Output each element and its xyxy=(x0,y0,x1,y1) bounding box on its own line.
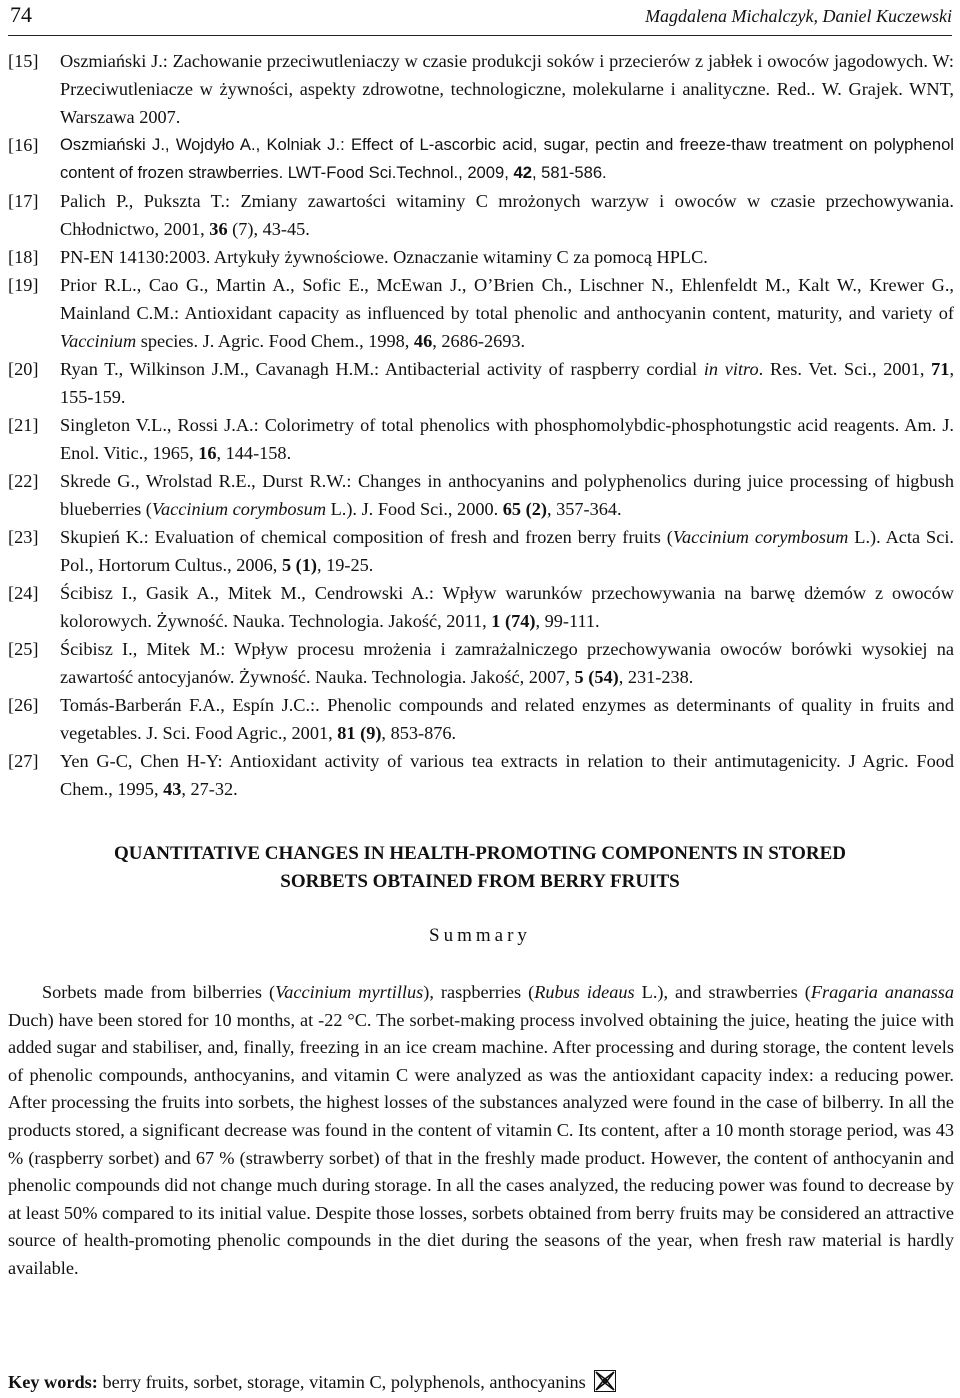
text-run: , 27-32. xyxy=(181,779,238,799)
reference-text xyxy=(60,579,954,635)
reference-number: [27] xyxy=(8,751,39,771)
text-run: L.). Acta Sci. Pol., Hortorum Cultus., 2006, xyxy=(60,527,954,575)
text-run: Tomás-Barberán F.A., Espín J.C.:. Phenolic compounds and related enzymes as determinants of quality in fruits and vegetables. J. Sci. Food Agric., 2001, xyxy=(60,695,954,743)
header-rule xyxy=(8,35,952,36)
text-run: Vaccinium corymbosum xyxy=(672,527,849,547)
text-run: , 357-364. xyxy=(546,499,622,519)
text-run: PN-EN 14130:2003. Artykuły żywnościowe. Oznaczanie witaminy C za pomocą HPLC. xyxy=(60,247,708,267)
text-run: Ryan T., Wilkinson J.M., Cavanagh H.M.: Antibacterial activity of raspberry cordial xyxy=(60,359,704,379)
text-run: , 581-586. xyxy=(531,163,607,182)
text-run: 81 (9) xyxy=(337,723,382,743)
reference-item xyxy=(8,411,954,467)
journal-logo-icon xyxy=(594,1370,616,1392)
reference-item xyxy=(8,523,954,579)
reference-item xyxy=(8,747,954,803)
text-run: Vaccinium myrtillus xyxy=(275,982,424,1002)
reference-number: [24] xyxy=(8,583,39,603)
text-run: ), raspberries ( xyxy=(423,982,535,1002)
text-run: 43 xyxy=(163,779,182,799)
text-run: Oszmiański J., Wojdyło A., Kolniak J.: Effect of L-ascorbic acid, sugar, pectin and freeze-thaw treatment on polyphenol content of frozen strawberries. LWT-Food Sci.Technol., 2009, xyxy=(60,135,954,182)
reference-text xyxy=(60,131,954,187)
text-run: Vaccinium xyxy=(60,331,137,351)
reference-number: [18] xyxy=(8,247,39,267)
text-run: species. J. Agric. Food Chem., 1998, xyxy=(136,331,414,351)
text-run: Palich P., Pukszta T.: Zmiany zawartości witaminy C mrożonych warzyw i owoców w czasie przechowywania. Chłodnictwo, 2001, xyxy=(60,191,954,239)
english-title-line-2: SORBETS OBTAINED FROM BERRY FRUITS xyxy=(280,871,680,892)
reference-number: [21] xyxy=(8,415,39,435)
keywords-label: Key words: xyxy=(8,1372,98,1392)
text-run: Skrede G., Wrolstad R.E., Durst R.W.: Changes in anthocyanins and polyphenolics during juice processing of higbush blueberries ( xyxy=(60,471,954,519)
text-run: Ścibisz I., Gasik A., Mitek M., Cendrowski A.: Wpływ warunków przechowywania na barwę dżemów z owoców kolorowych. Żywność. Nauka. Technologia. Jakość, 2011, xyxy=(60,583,954,631)
text-run: 1 (74) xyxy=(491,611,536,631)
reference-text xyxy=(60,467,954,523)
summary-heading: Summary xyxy=(429,925,531,946)
text-run: 71 xyxy=(931,359,950,379)
running-head-authors: Magdalena Michalczyk, Daniel Kuczewski xyxy=(645,6,952,26)
reference-text xyxy=(60,355,954,411)
reference-text xyxy=(60,271,954,355)
page-number: 74 xyxy=(10,2,32,27)
reference-text xyxy=(60,747,954,803)
english-title xyxy=(8,840,952,896)
text-run: 16 xyxy=(198,443,217,463)
text-run: (7), 43-45. xyxy=(227,219,310,239)
text-run: Duch) have been stored for 10 months, at -22 °C. The sorbet-making process involved obtaining the juice, heating the juice with added sugar and stabiliser, and, finally, freezing in an ice cream machine. After processing and during storage, the content levels of phenolic compounds, anthocyanins, and vitamin C were analyzed as was the antioxidant capacity index: a reducing power. After processing the fruits into sorbets, the highest losses of the substances analyzed were found in the case of bilberry. In all the products stored, a significant decrease was found in the content of vitamin C. Its content, after a 10 month storage period, was 43 % (raspberry sorbet) and 67 % (strawberry sorbet) of that in the freshly made product. However, the content of anthocyanin and phenolic compounds did not change much during storage. In all the cases analyzed, the reducing power was found to decrease by at least 50% compared to its initial value. Despite those losses, sorbets obtained from berry fruits may be considered an attractive source of health-promoting phenolic compounds in the diet during the seasons of the year, when fresh raw material is hardly available. xyxy=(8,1009,954,1278)
text-run: . Res. Vet. Sci., 2001, xyxy=(758,359,932,379)
reference-number: [19] xyxy=(8,275,39,295)
text-run: Rubus ideaus xyxy=(534,982,635,1002)
reference-item xyxy=(8,187,954,243)
text-run: Yen G-C, Chen H-Y: Antioxidant activity of various tea extracts in relation to their antimutagenicity. J Agric. Food Chem., 1995, xyxy=(60,751,954,799)
reference-item xyxy=(8,243,954,271)
summary-paragraph xyxy=(8,979,954,1283)
text-run: in vitro xyxy=(703,359,759,379)
text-run: L.). J. Food Sci., 2000. xyxy=(326,499,503,519)
keywords-line xyxy=(8,1370,952,1394)
text-run: , 231-238. xyxy=(618,667,694,687)
text-run: 5 (54) xyxy=(574,667,619,687)
reference-number: [17] xyxy=(8,191,39,211)
reference-text xyxy=(60,523,954,579)
text-run: , 99-111. xyxy=(535,611,600,631)
reference-item xyxy=(8,271,954,355)
text-run: Oszmiański J.: Zachowanie przeciwutleniaczy w czasie produkcji soków i przecierów z jabłek i owoców jagodowych. W: Przeciwutleniacze w żywności, aspekty zdrowotne, technologiczne, molekularne i analityczne. Red.. W. Grajek. WNT, Warszawa 2007. xyxy=(60,51,954,127)
reference-item xyxy=(8,691,954,747)
reference-text xyxy=(60,243,954,271)
reference-text xyxy=(60,47,954,131)
reference-text xyxy=(60,635,954,691)
reference-item xyxy=(8,355,954,411)
english-title-line-1: QUANTITATIVE CHANGES IN HEALTH-PROMOTING COMPONENTS IN STORED xyxy=(114,843,846,864)
text-run: Singleton V.L., Rossi J.A.: Colorimetry of total phenolics with phosphomolybdic-phosphotungstic acid reagents. Am. J. Enol. Vitic., 1965, xyxy=(60,415,954,463)
reference-item xyxy=(8,131,954,187)
reference-number: [22] xyxy=(8,471,39,491)
text-run: Skupień K.: Evaluation of chemical composition of fresh and frozen berry fruits ( xyxy=(60,527,673,547)
text-run: 42 xyxy=(513,163,532,182)
text-run: , 2686-2693. xyxy=(432,331,526,351)
text-run: Prior R.L., Cao G., Martin A., Sofic E., McEwan J., O’Brien Ch., Lischner N., Ehlenfeldt M., Kalt W., Krewer G., Mainland C.M.: Antioxidant capacity as influenced by total phenolic and anthocyanin content, maturity, and variety of xyxy=(60,275,954,323)
text-run: , 19-25. xyxy=(316,555,374,575)
reference-text xyxy=(60,691,954,747)
reference-number: [25] xyxy=(8,639,39,659)
text-run: 65 (2) xyxy=(502,499,547,519)
text-run: Fragaria ananassa xyxy=(810,982,954,1002)
text-run: L.), and strawberries ( xyxy=(634,982,811,1002)
reference-item xyxy=(8,635,954,691)
text-run: 36 xyxy=(209,219,228,239)
reference-number: [16] xyxy=(8,135,39,155)
reference-text xyxy=(60,411,954,467)
text-run: Vaccinium corymbosum xyxy=(151,499,327,519)
text-run: , 144-158. xyxy=(216,443,292,463)
reference-number: [23] xyxy=(8,527,39,547)
text-run: 5 (1) xyxy=(281,555,317,575)
text-run: Ścibisz I., Mitek M.: Wpływ procesu mrożenia i zamrażalniczego przechowywania owoców borówki wysokiej na zawartość antocyjanów. Żywność. Nauka. Technologia. Jakość, 2007, xyxy=(60,639,954,687)
reference-list xyxy=(8,47,954,803)
text-run: Sorbets made from bilberries ( xyxy=(42,982,276,1002)
reference-number: [26] xyxy=(8,695,39,715)
keywords-text: berry fruits, sorbet, storage, vitamin C, polyphenols, anthocyanins xyxy=(97,1372,586,1392)
reference-number: [15] xyxy=(8,51,39,71)
text-run: 46 xyxy=(413,331,433,351)
text-run: , 155-159. xyxy=(60,359,955,407)
page-header xyxy=(8,0,952,36)
reference-item xyxy=(8,467,954,523)
reference-number: [20] xyxy=(8,359,39,379)
reference-item xyxy=(8,579,954,635)
text-run: , 853-876. xyxy=(381,723,457,743)
reference-item xyxy=(8,47,954,131)
reference-text xyxy=(60,187,954,243)
